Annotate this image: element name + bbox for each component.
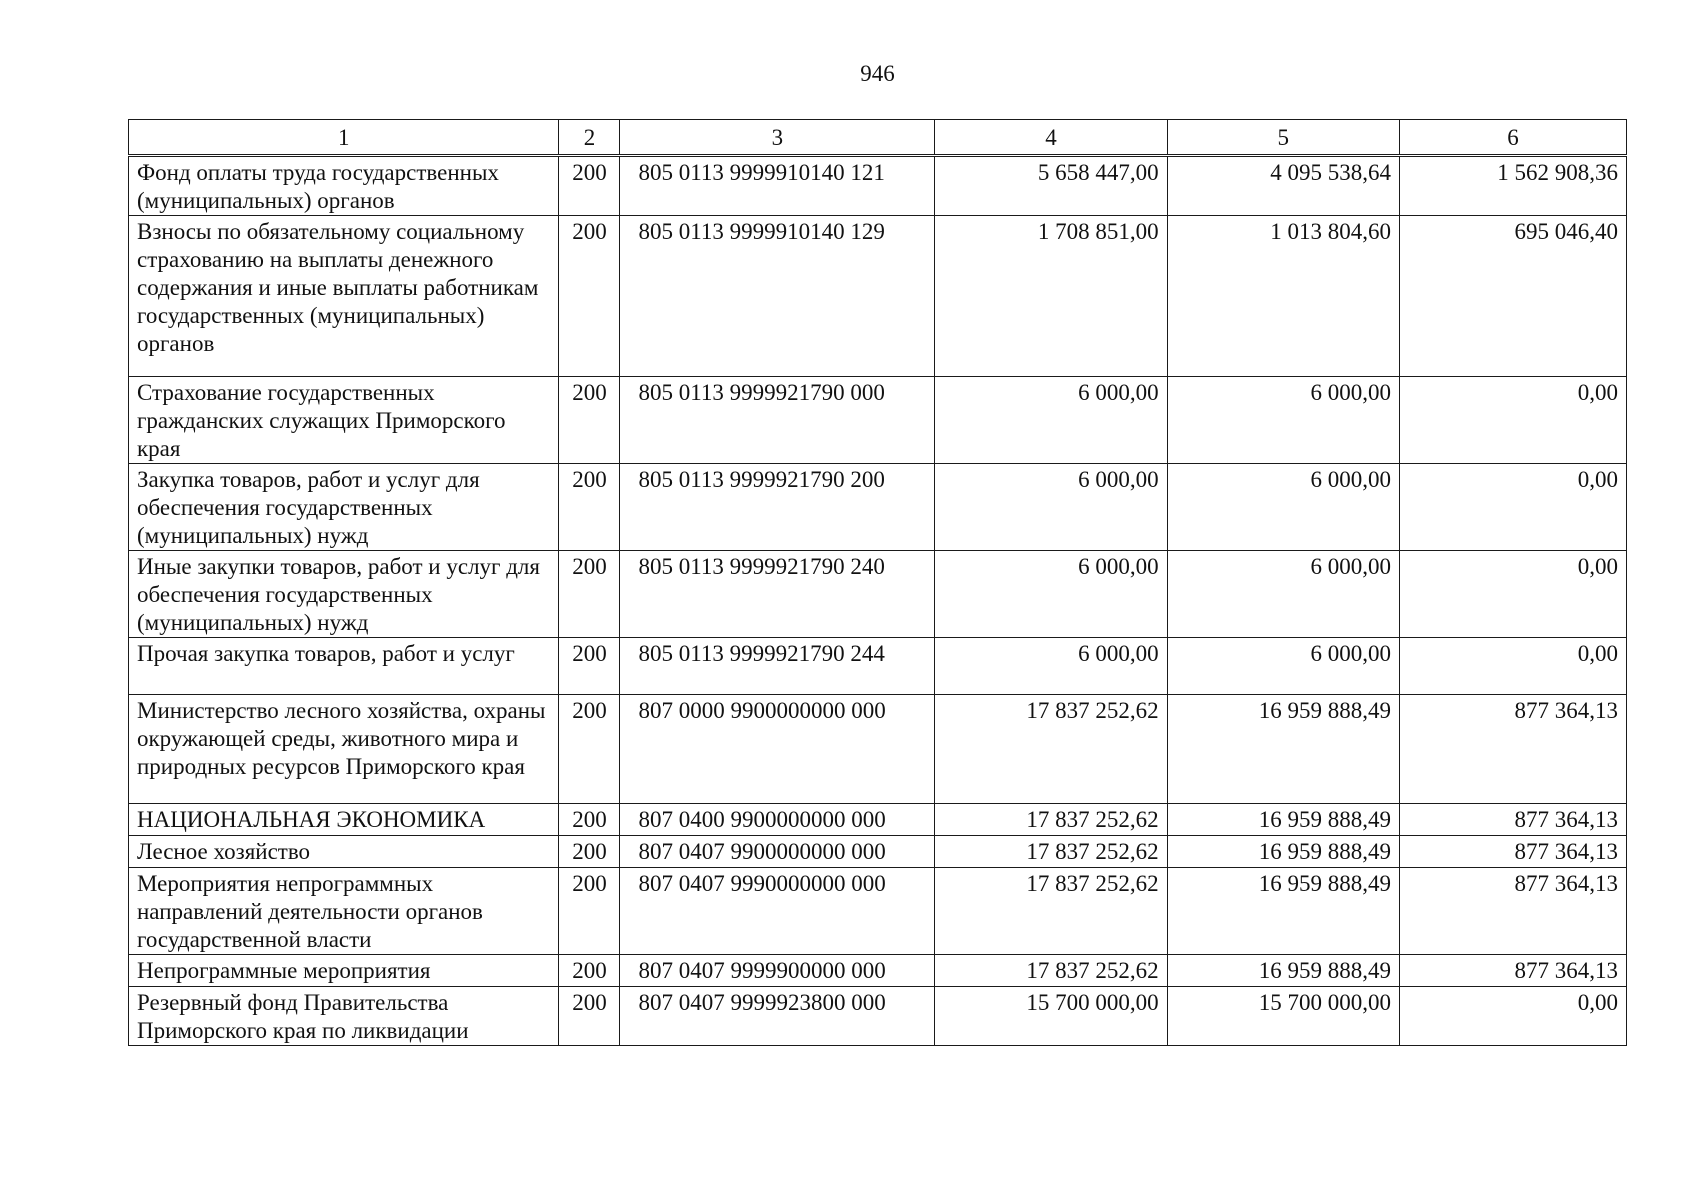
unexecuted-amount: 1 562 908,36 — [1399, 156, 1626, 216]
executed-amount: 16 959 888,49 — [1167, 836, 1399, 868]
row-name: Мероприятия непрограммных направлений деятельности органов государственной власти — [129, 868, 559, 955]
budget-classification-code: 807 0407 9999923800 000 — [620, 987, 935, 1046]
executed-amount: 16 959 888,49 — [1167, 695, 1399, 804]
unexecuted-amount: 695 046,40 — [1399, 216, 1626, 377]
table-row — [129, 804, 1627, 836]
approved-amount: 6 000,00 — [935, 638, 1167, 695]
budget-classification-code: 805 0113 9999910140 129 — [620, 216, 935, 377]
column-header-1: 1 — [129, 120, 559, 156]
unexecuted-amount: 877 364,13 — [1399, 804, 1626, 836]
column-header-5: 5 — [1167, 120, 1399, 156]
row-name: Фонд оплаты труда государственных (муниципальных) органов — [129, 156, 559, 216]
budget-classification-code: 805 0113 9999921790 200 — [620, 464, 935, 551]
approved-amount: 17 837 252,62 — [935, 695, 1167, 804]
unexecuted-amount: 877 364,13 — [1399, 868, 1626, 955]
line-code: 200 — [559, 156, 620, 216]
row-name: НАЦИОНАЛЬНАЯ ЭКОНОМИКА — [129, 804, 559, 836]
column-header-3: 3 — [620, 120, 935, 156]
approved-amount: 6 000,00 — [935, 551, 1167, 638]
line-code: 200 — [559, 804, 620, 836]
table-row — [129, 695, 1627, 804]
column-header-4: 4 — [935, 120, 1167, 156]
unexecuted-amount: 0,00 — [1399, 987, 1626, 1046]
budget-classification-code: 807 0407 9900000000 000 — [620, 836, 935, 868]
table-row — [129, 638, 1627, 695]
executed-amount: 6 000,00 — [1167, 377, 1399, 464]
line-code: 200 — [559, 987, 620, 1046]
budget-classification-code: 807 0407 9999900000 000 — [620, 955, 935, 987]
table-row — [129, 551, 1627, 638]
unexecuted-amount: 0,00 — [1399, 464, 1626, 551]
approved-amount: 17 837 252,62 — [935, 868, 1167, 955]
executed-amount: 15 700 000,00 — [1167, 987, 1399, 1046]
approved-amount: 15 700 000,00 — [935, 987, 1167, 1046]
row-name: Взносы по обязательному социальному страхованию на выплаты денежного содержания и иные выплаты работникам государственных (муниципальных) органов — [129, 216, 559, 377]
table-row — [129, 868, 1627, 955]
executed-amount: 6 000,00 — [1167, 464, 1399, 551]
row-name: Министерство лесного хозяйства, охраны окружающей среды, животного мира и природных ресурсов Приморского края — [129, 695, 559, 804]
executed-amount: 16 959 888,49 — [1167, 955, 1399, 987]
budget-classification-code: 805 0113 9999910140 121 — [620, 156, 935, 216]
row-name: Непрограммные мероприятия — [129, 955, 559, 987]
table-row — [129, 216, 1627, 377]
executed-amount: 6 000,00 — [1167, 551, 1399, 638]
line-code: 200 — [559, 551, 620, 638]
executed-amount: 16 959 888,49 — [1167, 804, 1399, 836]
row-name: Страхование государственных гражданских служащих Приморского края — [129, 377, 559, 464]
line-code: 200 — [559, 377, 620, 464]
budget-execution-table — [128, 119, 1627, 1046]
row-name: Закупка товаров, работ и услуг для обеспечения государственных (муниципальных) нужд — [129, 464, 559, 551]
approved-amount: 17 837 252,62 — [935, 955, 1167, 987]
page-number: 946 — [860, 61, 895, 86]
unexecuted-amount: 0,00 — [1399, 638, 1626, 695]
unexecuted-amount: 877 364,13 — [1399, 836, 1626, 868]
line-code: 200 — [559, 216, 620, 377]
budget-classification-code: 805 0113 9999921790 240 — [620, 551, 935, 638]
approved-amount: 17 837 252,62 — [935, 804, 1167, 836]
table-row — [129, 836, 1627, 868]
approved-amount: 5 658 447,00 — [935, 156, 1167, 216]
budget-classification-code: 805 0113 9999921790 244 — [620, 638, 935, 695]
row-name: Резервный фонд Правительства Приморского края по ликвидации — [129, 987, 559, 1046]
executed-amount: 16 959 888,49 — [1167, 868, 1399, 955]
approved-amount: 1 708 851,00 — [935, 216, 1167, 377]
table-row — [129, 987, 1627, 1046]
budget-classification-code: 805 0113 9999921790 000 — [620, 377, 935, 464]
unexecuted-amount: 0,00 — [1399, 377, 1626, 464]
budget-classification-code: 807 0407 9990000000 000 — [620, 868, 935, 955]
row-name: Лесное хозяйство — [129, 836, 559, 868]
line-code: 200 — [559, 695, 620, 804]
table-row — [129, 377, 1627, 464]
row-name: Иные закупки товаров, работ и услуг для обеспечения государственных (муниципальных) нужд — [129, 551, 559, 638]
table-row — [129, 464, 1627, 551]
unexecuted-amount: 0,00 — [1399, 551, 1626, 638]
executed-amount: 1 013 804,60 — [1167, 216, 1399, 377]
column-header-6: 6 — [1399, 120, 1626, 156]
unexecuted-amount: 877 364,13 — [1399, 955, 1626, 987]
column-header-2: 2 — [559, 120, 620, 156]
unexecuted-amount: 877 364,13 — [1399, 695, 1626, 804]
table-row — [129, 955, 1627, 987]
table-row — [129, 156, 1627, 216]
budget-classification-code: 807 0000 9900000000 000 — [620, 695, 935, 804]
line-code: 200 — [559, 955, 620, 987]
line-code: 200 — [559, 638, 620, 695]
approved-amount: 17 837 252,62 — [935, 836, 1167, 868]
line-code: 200 — [559, 836, 620, 868]
approved-amount: 6 000,00 — [935, 377, 1167, 464]
budget-classification-code: 807 0400 9900000000 000 — [620, 804, 935, 836]
executed-amount: 6 000,00 — [1167, 638, 1399, 695]
column-number-header-row — [129, 120, 1627, 156]
row-name: Прочая закупка товаров, работ и услуг — [129, 638, 559, 695]
line-code: 200 — [559, 464, 620, 551]
approved-amount: 6 000,00 — [935, 464, 1167, 551]
line-code: 200 — [559, 868, 620, 955]
executed-amount: 4 095 538,64 — [1167, 156, 1399, 216]
